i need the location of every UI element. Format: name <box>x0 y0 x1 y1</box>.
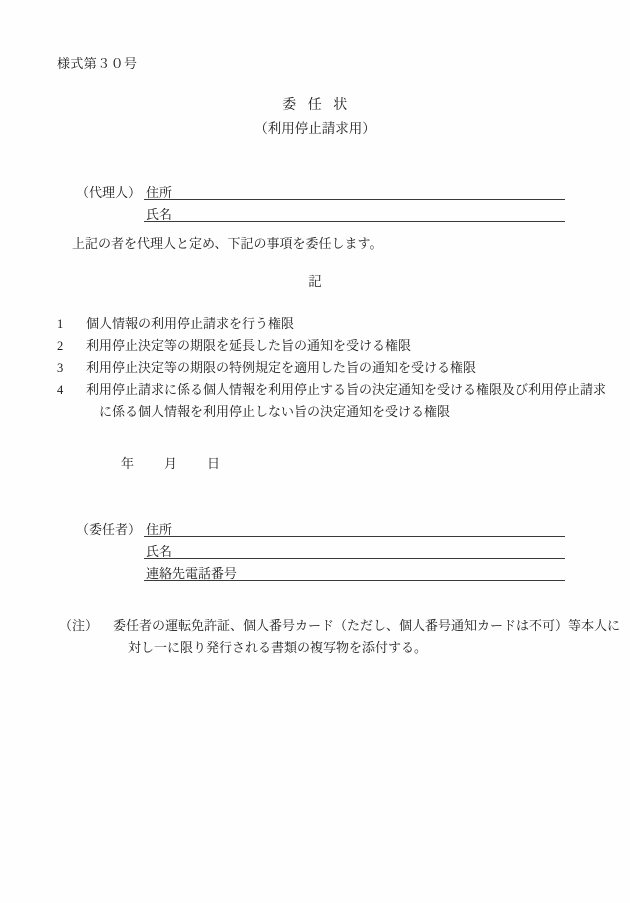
day-label: 日 <box>207 456 221 471</box>
agent-address-rule[interactable] <box>144 199 565 200</box>
client-phone-label: 連絡先電話番号 <box>146 566 238 581</box>
list-item-text: 利用停止請求に係る個人情報を利用停止する旨の決定通知を受ける権限及び利用停止請求 <box>86 382 607 397</box>
delegation-statement: 上記の者を代理人と定め、下記の事項を委任します。 <box>72 236 383 251</box>
agent-name-row <box>144 204 565 226</box>
agent-section <box>76 182 565 226</box>
agent-label: （代理人） <box>76 185 142 200</box>
note-section <box>59 615 621 659</box>
date-row <box>121 453 220 472</box>
note-label: （注） <box>59 618 99 633</box>
client-label: （委任者） <box>76 522 142 537</box>
document-title <box>0 94 630 114</box>
list-item-text: 利用停止決定等の期限の特例規定を適用した旨の通知を受ける権限 <box>86 360 477 375</box>
form-number: 様式第３０号 <box>57 56 138 71</box>
document-title-char-1: 委 <box>282 98 297 113</box>
document-subtitle: （利用停止請求用） <box>254 121 376 136</box>
client-address-row <box>144 519 565 541</box>
list-item-number: 4 <box>57 383 64 397</box>
list-item-number: 1 <box>57 317 64 331</box>
list-item-text: 利用停止決定等の期限を延長した旨の通知を受ける権限 <box>86 338 412 353</box>
section-heading-ki: 記 <box>308 274 322 289</box>
list-item-text-continued: に係る個人情報を利用停止しない旨の決定通知を受ける権限 <box>99 404 451 419</box>
list-item <box>57 379 607 423</box>
delegated-powers-list <box>57 313 607 423</box>
client-name-row <box>144 541 565 563</box>
note-line-continued: 対し一に限り発行される書類の複写物を添付する。 <box>128 640 428 655</box>
document-title-char-2: 任 <box>307 98 323 113</box>
agent-name-rule[interactable] <box>144 221 565 222</box>
list-item <box>57 357 587 379</box>
year-label: 年 <box>121 456 135 471</box>
document-title-char-3: 状 <box>333 98 348 113</box>
client-address-rule[interactable] <box>144 536 565 537</box>
list-item-number: 3 <box>57 361 64 375</box>
client-address-label: 住所 <box>146 522 173 537</box>
client-phone-row <box>144 563 565 585</box>
month-label: 月 <box>164 456 178 471</box>
agent-name-label: 氏名 <box>146 207 173 222</box>
list-item <box>57 335 587 357</box>
note-body <box>59 615 621 659</box>
client-name-rule[interactable] <box>144 558 565 559</box>
list-item <box>57 313 587 335</box>
client-phone-rule[interactable] <box>144 580 565 581</box>
list-item-number: 2 <box>57 339 64 353</box>
note-line: 委任者の運転免許証、個人番号カード（ただし、個人番号通知カードは不可）等本人に <box>113 618 621 633</box>
agent-address-label: 住所 <box>146 185 173 200</box>
client-name-label: 氏名 <box>146 544 173 559</box>
list-item-text: 個人情報の利用停止請求を行う権限 <box>86 316 295 331</box>
agent-address-row <box>144 182 565 204</box>
client-section <box>76 519 565 585</box>
